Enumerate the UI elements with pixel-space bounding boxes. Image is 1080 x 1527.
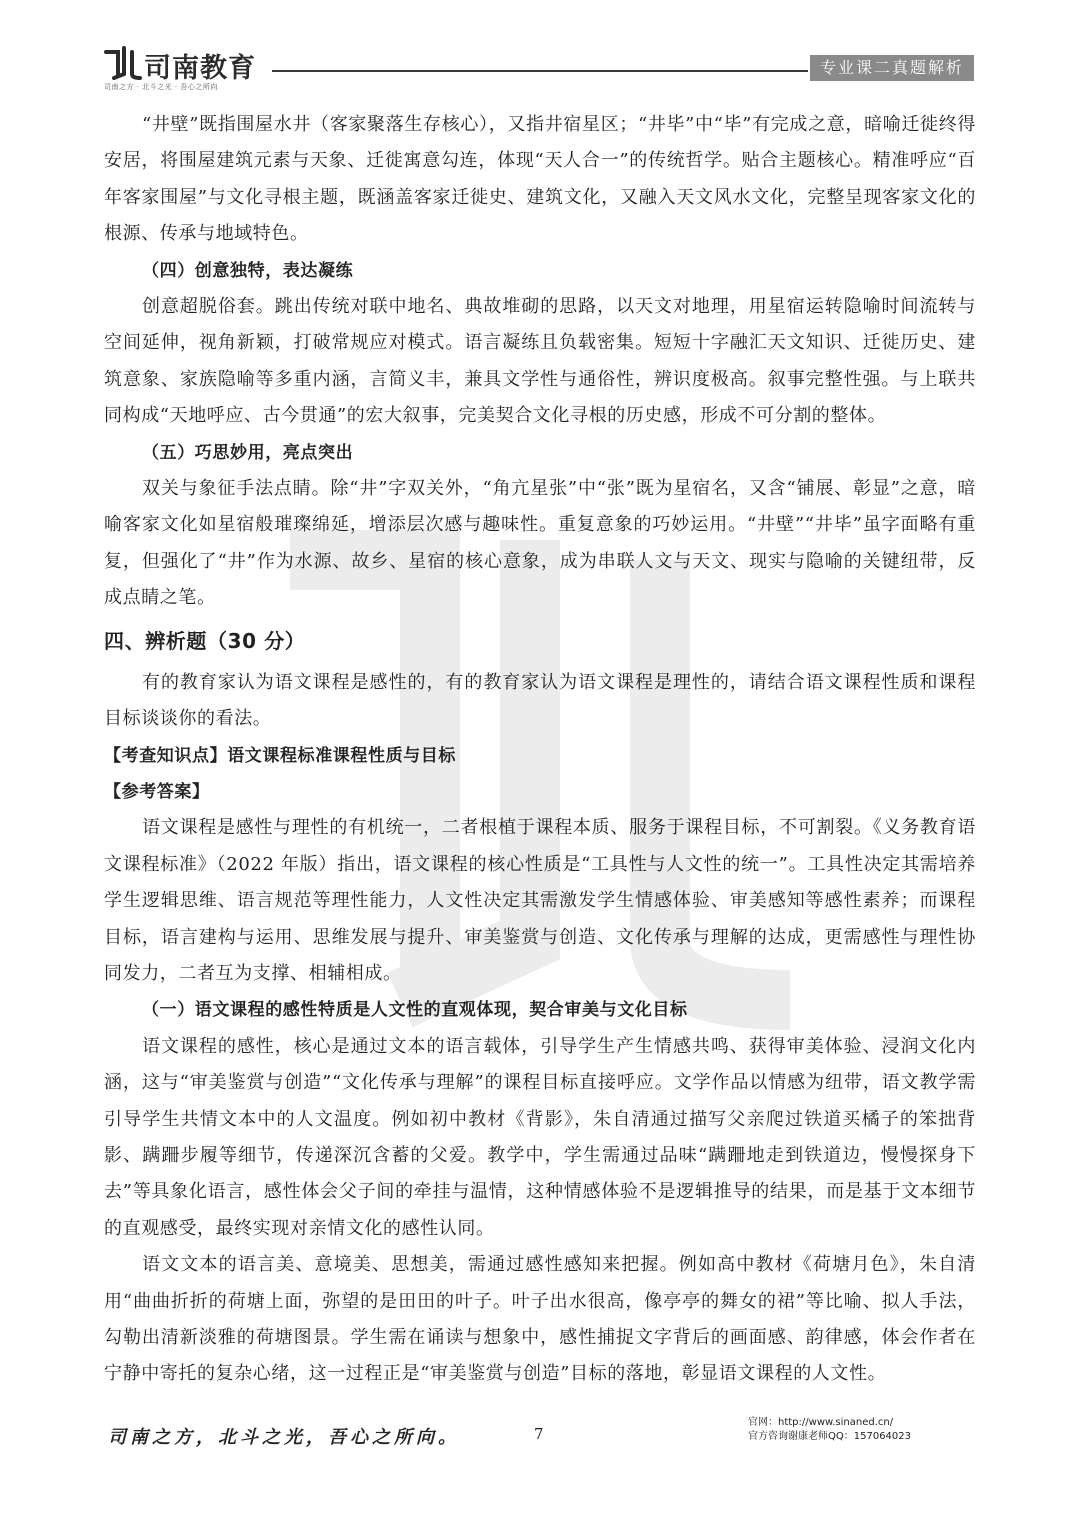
footer-qq: 官方咨询谢康老师QQ：157064023: [748, 1431, 912, 1442]
footer-motto: 司南之方，北斗之光，吾心之所向。: [108, 1427, 460, 1448]
paragraph: 语文课程的感性，核心是通过文本的语言载体，引导学生产生情感共鸣、获得审美体验、浸润文化内涵，这与“审美鉴赏与创造”“文化传承与理解”的课程目标直接呼应。文学作品以情感为纽带，语文教学需引导学生共情文本中的人文温度。例如初中教材《背影》，朱自清通过描写父亲爬过铁道买橘子的笨拙背影、蹒跚步履等细节，传递深沉含蓄的父爱。教学中，学生需通过品味“蹒跚地走到铁道边，慢慢探身下去”等具象化语言，感性体会父子间的牵挂与温情，这种情感体验不是逻辑推导的结果，而是基于文本细节的直观感受，最终实现对亲情文化的感性认同。: [104, 1035, 976, 1239]
paragraph: 双关与象征手法点睛。除“井”字双关外，“角亢星张”中“张”既为星宿名，又含“铺展、彰显”之意，暗喻客家文化如星宿般璀璨绵延，增添层次感与趣味性。重复意象的巧妙运用。“井壁”“井毕”虽字面略有重复，但强化了“井”作为水源、故乡、星宿的核心意象，成为串联人文与天文、现实与隐喻的关键纽带，反成点睛之笔。: [104, 478, 976, 609]
brand-name: 司南教育: [144, 53, 256, 84]
paragraph: 语文文本的语言美、意境美、思想美，需通过感性感知来把握。例如高中教材《荷塘月色》，朱自清用“曲曲折折的荷塘上面，弥望的是田田的叶子。叶子出水很高，像亭亭的舞女的裙”等比喻、拟人手法，勾勒出清新淡雅的荷塘图景。学生需在诵读与想象中，感性捕捉文字背后的画面感、韵律感，体会作者在宁静中寄托的复杂心绪，这一过程正是“审美鉴赏与创造”目标的落地，彰显语文课程的人文性。: [104, 1254, 976, 1385]
subheading: （一）语文课程的感性特质是人文性的直观体现，契合审美与文化目标: [142, 1000, 688, 1021]
page-header: [0, 0, 1080, 100]
paragraph: 创意超脱俗套。跳出传统对联中地名、典故堆砌的思路，以天文对地理，用星宿运转隐喻时间流转与空间延伸，视角新颖，打破常规应对模式。语言凝练且负载密集。短短十字融汇天文知识、迁徙历史、建筑意象、家族隐喻等多重内涵，言简义丰，兼具文学性与通俗性，辨识度极高。叙事完整性强。与上联共同构成“天地呼应、古今贯通”的宏大叙事，完美契合文化寻根的历史感，形成不可分割的整体。: [104, 296, 976, 427]
footer-contact: [748, 1416, 911, 1444]
brand-slogan: 司南之方 · 北斗之光 · 吾心之所向: [104, 83, 218, 91]
subheading: （四）创意独特，表达凝练: [142, 260, 354, 281]
brand-logo: [104, 44, 264, 92]
header-tag: 专业课二真题解析: [810, 55, 974, 81]
paragraph: “井壁”既指围屋水井（客家聚落生存核心），又指井宿星区；“井毕”中“毕”有完成之意，暗喻迁徙终得安居，将围屋建筑元素与天象、迁徙寓意勾连，体现“天人合一”的传统哲学。贴合主题核心。精准呼应“百年客家围屋”与文化寻根主题，既涵盖客家迁徙史、建筑文化，又融入天文风水文化，完整呈现客家文化的根源、传承与地域特色。: [104, 114, 976, 245]
header-divider: [272, 70, 808, 72]
brand-logo-icon: [104, 46, 144, 80]
subheading: （五）巧思妙用，亮点突出: [142, 442, 354, 463]
paragraph: 语文课程是感性与理性的有机统一，二者根植于课程本质、服务于课程目标，不可割裂。《义务教育语文课程标准》（2022 年版）指出，语文课程的核心性质是“工具性与人文性的统一”。工具性决定其需培养学生逻辑思维、语言规范等理性能力，人文性决定其需激发学生情感体验、审美感知等感性素养；而课程目标，语言建构与运用、思维发展与提升、审美鉴赏与创造、文化传承与理解的达成，更需感性与理性协同发力，二者互为支撑、相辅相成。: [104, 817, 976, 984]
knowledge-label: 【考查知识点】语文课程标准课程性质与目标: [104, 745, 456, 766]
question-text: 有的教育家认为语文课程是感性的，有的教育家认为语文课程是理性的，请结合语文课程性质和课程目标谈谈你的看法。: [104, 671, 976, 730]
answer-label: 【参考答案】: [104, 781, 210, 802]
document-body: [104, 107, 976, 1393]
page-number: 7: [534, 1425, 544, 1443]
footer-website: 官网：http://www.sinaned.cn/: [748, 1417, 894, 1428]
section-heading: 四、辨析题（30 分）: [104, 628, 306, 653]
